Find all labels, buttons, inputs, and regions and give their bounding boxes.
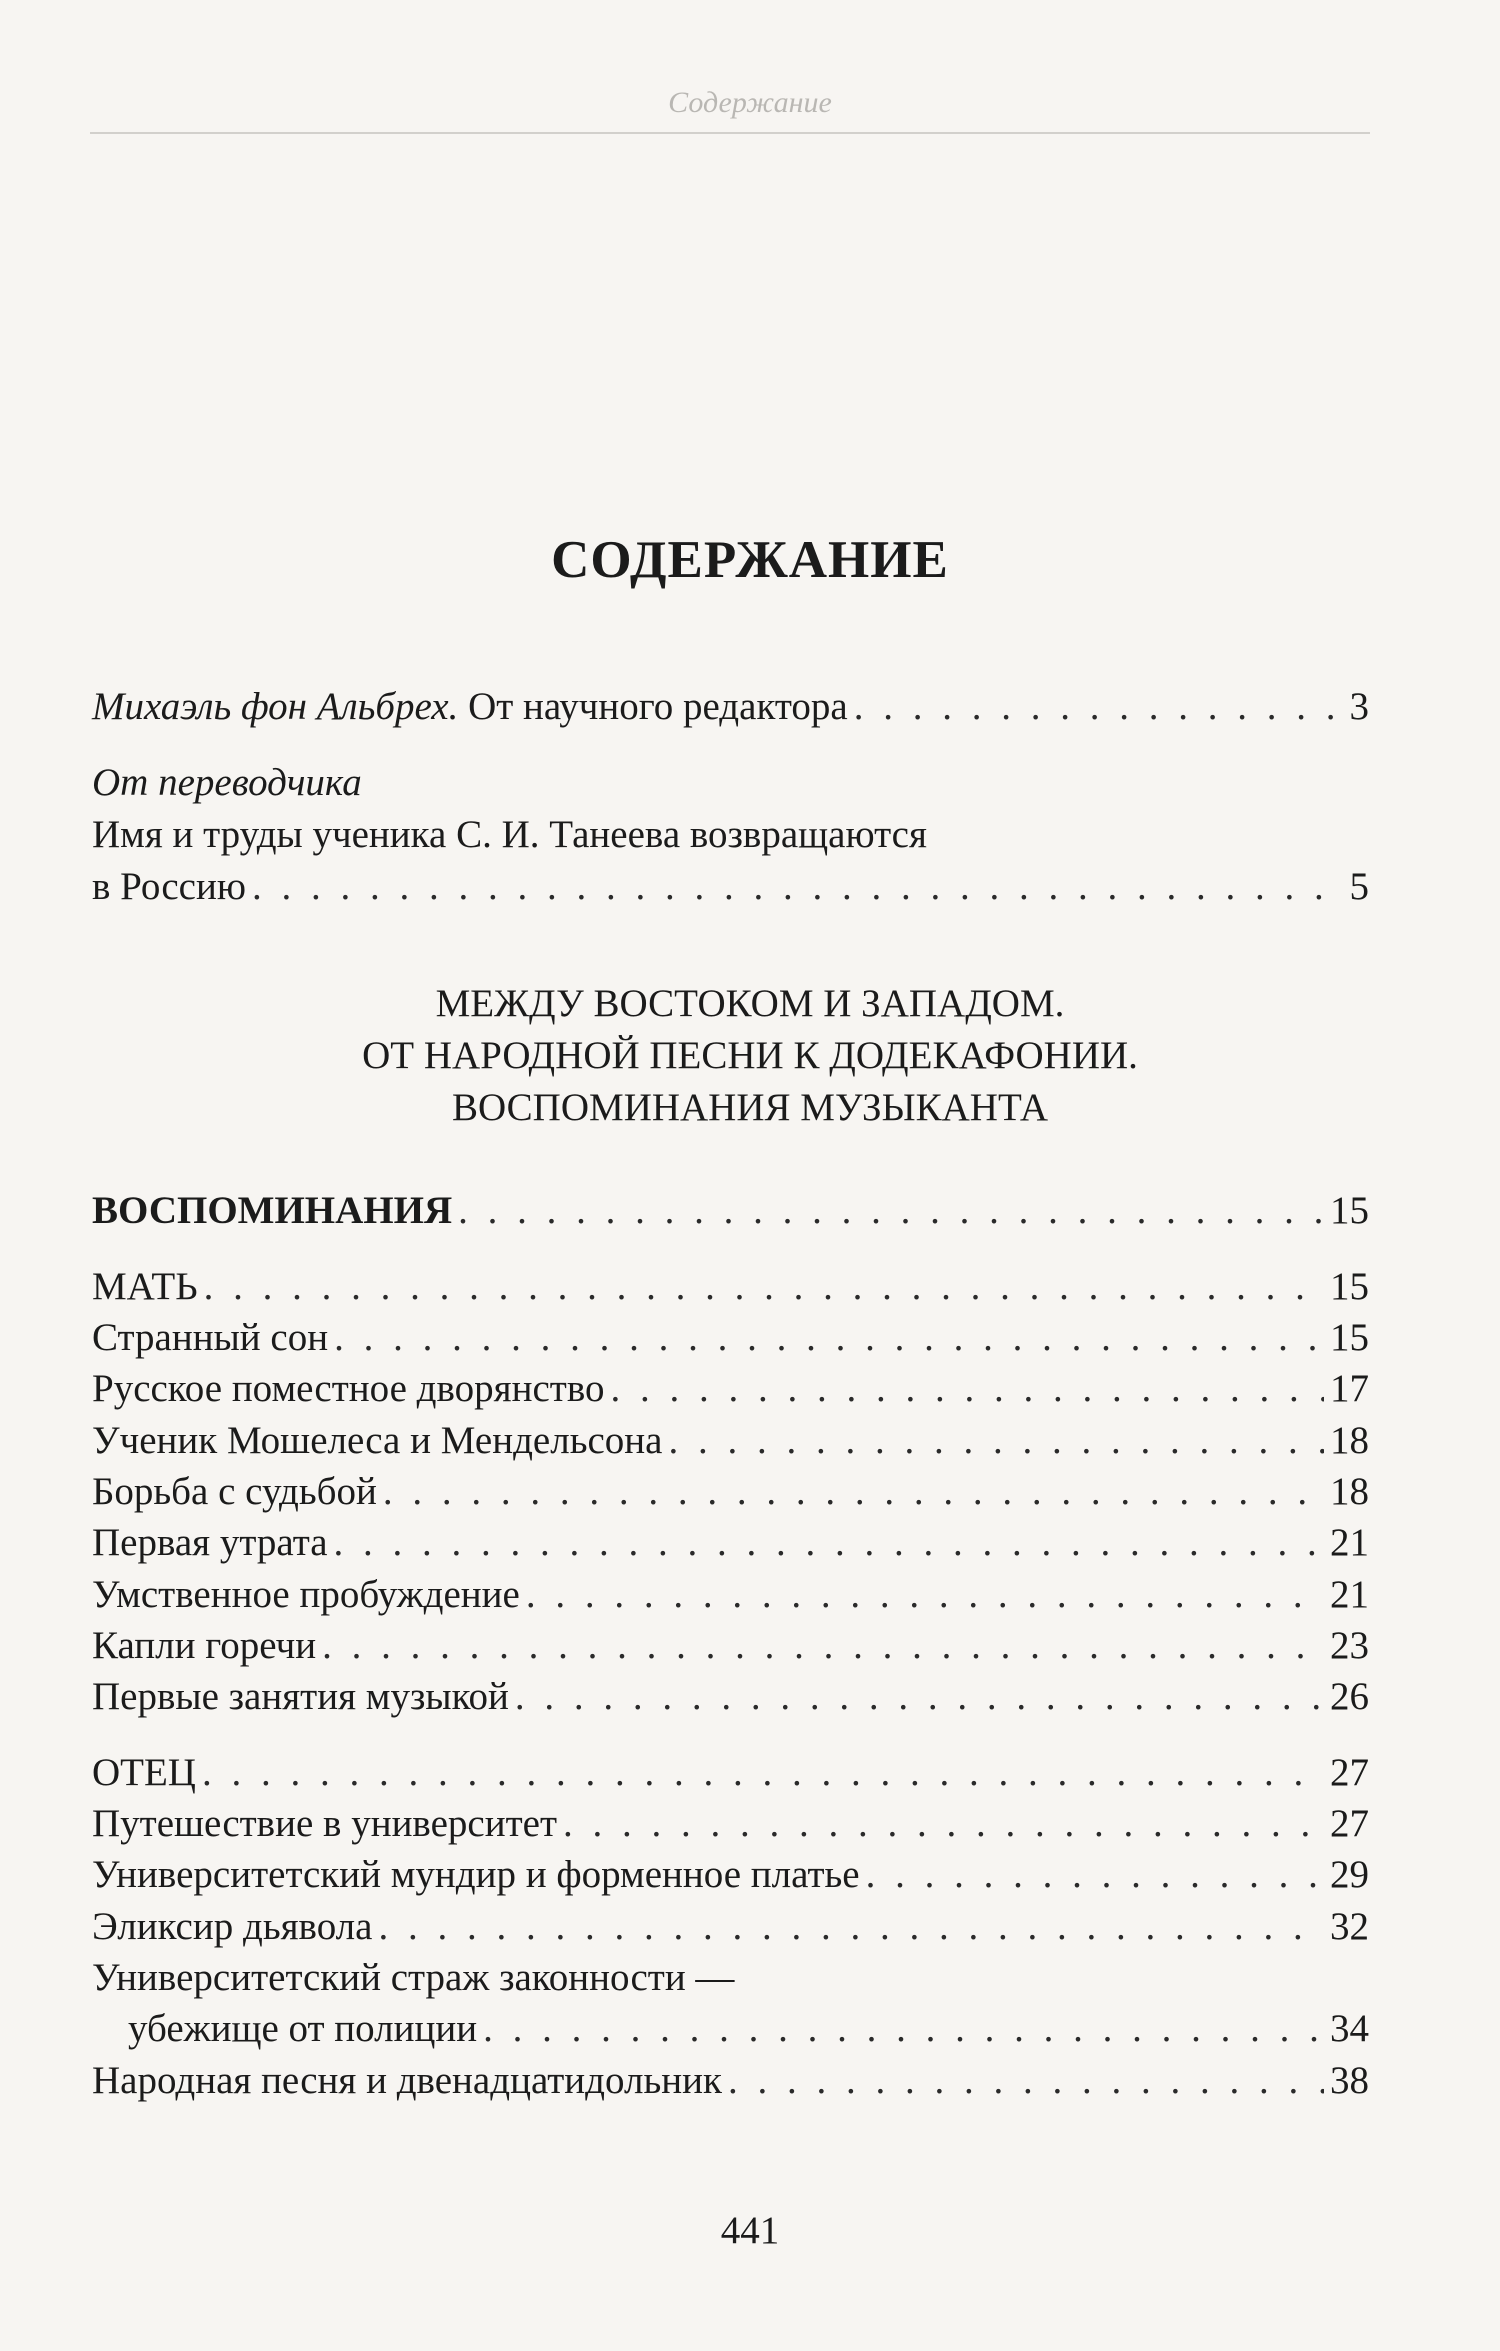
toc-entry-label: ОТЕЦ bbox=[92, 1751, 196, 1794]
toc-entry[interactable] bbox=[92, 1418, 1369, 1464]
toc-entry-label: Эликсир дьявола bbox=[92, 1905, 373, 1948]
toc-entry-label: убежище от полиции bbox=[128, 2007, 478, 2050]
toc-entry-page: 18 bbox=[1330, 1419, 1369, 1462]
header-rule bbox=[90, 132, 1370, 134]
dot-leader bbox=[526, 1572, 1324, 1618]
dot-leader bbox=[728, 2058, 1324, 2104]
dot-leader bbox=[668, 1418, 1324, 1464]
dot-leader bbox=[483, 2006, 1324, 2052]
toc-entry-page: 15 bbox=[1330, 1189, 1369, 1232]
toc-part-label: ВОСПОМИНАНИЯ bbox=[92, 1189, 453, 1232]
dot-leader bbox=[378, 1904, 1324, 1950]
section-title-line: ОТ НАРОДНОЙ ПЕСНИ К ДОДЕКАФОНИИ. bbox=[362, 1034, 1138, 1077]
toc-entry[interactable] bbox=[92, 1264, 1369, 1310]
toc-part-memoirs[interactable] bbox=[92, 1188, 1369, 1234]
toc-entry[interactable] bbox=[128, 2006, 1369, 2052]
toc-entry[interactable] bbox=[92, 1366, 1369, 1412]
toc-entry[interactable] bbox=[92, 1750, 1369, 1796]
toc-entry-label: Русское поместное дворянство bbox=[92, 1367, 605, 1410]
toc-entry-page: 5 bbox=[1349, 865, 1369, 908]
toc-entry-label: Университетский мундир и форменное платье bbox=[92, 1853, 860, 1896]
toc-entry-author: Михаэль фон Альбрех. bbox=[92, 685, 459, 728]
dot-leader bbox=[334, 1315, 1324, 1361]
toc-entry[interactable] bbox=[92, 1520, 1369, 1566]
dot-leader bbox=[322, 1623, 1324, 1669]
toc-entry-page: 34 bbox=[1330, 2007, 1369, 2050]
toc-entry-page: 17 bbox=[1330, 1367, 1369, 1410]
toc-entry-label: Путешествие в университет bbox=[92, 1802, 558, 1845]
toc-entry-editor[interactable] bbox=[92, 684, 1369, 730]
toc-entry-label: Капли горечи bbox=[92, 1624, 317, 1667]
toc-entry[interactable] bbox=[92, 1315, 1369, 1361]
toc-entry[interactable] bbox=[92, 1904, 1369, 1950]
toc-entry-page: 21 bbox=[1330, 1521, 1369, 1564]
toc-entry[interactable] bbox=[92, 1801, 1369, 1847]
page-number: 441 bbox=[720, 2209, 780, 2252]
toc-entry-page: 21 bbox=[1330, 1573, 1369, 1616]
toc-entry-label: Первая утрата bbox=[92, 1521, 328, 1564]
toc-entry-label: Борьба с судьбой bbox=[92, 1470, 377, 1513]
toc-entry-line1[interactable]: Университетский страж законности — bbox=[92, 1956, 735, 1999]
dot-leader bbox=[458, 1188, 1324, 1234]
dot-leader bbox=[563, 1801, 1324, 1847]
toc-entry-label: Странный сон bbox=[92, 1316, 329, 1359]
toc-entry-page: 27 bbox=[1330, 1802, 1369, 1845]
toc-entry-label: в Россию bbox=[92, 865, 246, 908]
page-title: СОДЕРЖАНИЕ bbox=[551, 531, 949, 589]
toc-entry-page: 15 bbox=[1330, 1265, 1369, 1308]
toc-entry-translator[interactable] bbox=[92, 864, 1369, 910]
toc-entry-page: 29 bbox=[1330, 1853, 1369, 1896]
toc-entry-page: 38 bbox=[1330, 2059, 1369, 2102]
toc-entry-label: Первые занятия музыкой bbox=[92, 1675, 509, 1718]
toc-entry-label: Умственное пробуждение bbox=[92, 1573, 520, 1616]
toc-entry-page: 32 bbox=[1330, 1905, 1369, 1948]
translator-entry-line1[interactable]: Имя и труды ученика С. И. Танеева возвращаются bbox=[92, 813, 927, 856]
translator-heading: От переводчика bbox=[92, 761, 362, 804]
section-title bbox=[0, 978, 1500, 1134]
toc-entry-page: 18 bbox=[1330, 1470, 1369, 1513]
toc-entry[interactable] bbox=[92, 1572, 1369, 1618]
dot-leader bbox=[515, 1674, 1324, 1720]
dot-leader bbox=[202, 1750, 1324, 1796]
toc-entry-page: 3 bbox=[1349, 685, 1369, 728]
toc-entry-page: 23 bbox=[1330, 1624, 1369, 1667]
toc-entry[interactable] bbox=[92, 1852, 1369, 1898]
toc-entry-page: 27 bbox=[1330, 1751, 1369, 1794]
dot-leader bbox=[204, 1264, 1324, 1310]
toc-entry[interactable] bbox=[92, 1674, 1369, 1720]
section-title-line: МЕЖДУ ВОСТОКОМ И ЗАПАДОМ. bbox=[435, 982, 1065, 1025]
running-head: Содержание bbox=[668, 86, 832, 119]
toc-entry[interactable] bbox=[92, 2058, 1369, 2104]
toc-entry-label: МАТЬ bbox=[92, 1265, 198, 1308]
toc-entry[interactable] bbox=[92, 1469, 1369, 1515]
dot-leader bbox=[854, 684, 1333, 730]
toc-entry-label: Михаэль фон Альбрех. От научного редактора bbox=[92, 685, 848, 728]
dot-leader bbox=[610, 1366, 1324, 1412]
toc-entry-page: 15 bbox=[1330, 1316, 1369, 1359]
dot-leader bbox=[383, 1469, 1324, 1515]
toc-entry-label: Ученик Мошелеса и Мендельсона bbox=[92, 1419, 663, 1462]
toc-entry[interactable] bbox=[92, 1623, 1369, 1669]
dot-leader bbox=[334, 1520, 1324, 1566]
dot-leader bbox=[866, 1852, 1324, 1898]
section-title-line: ВОСПОМИНАНИЯ МУЗЫКАНТА bbox=[452, 1086, 1048, 1129]
toc-entry-label: Народная песня и двенадцатидольник bbox=[92, 2059, 722, 2102]
toc-entry-page: 26 bbox=[1330, 1675, 1369, 1718]
dot-leader bbox=[252, 864, 1333, 910]
